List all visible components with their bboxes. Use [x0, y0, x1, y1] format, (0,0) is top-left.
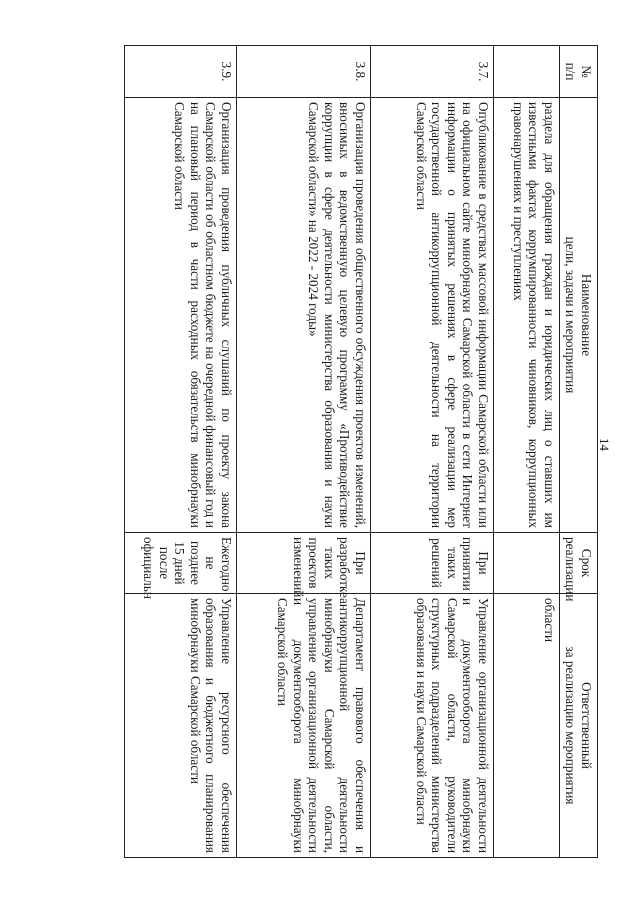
table-row: [124, 46, 236, 858]
header-name: [559, 98, 597, 533]
row-responsible: Управление организационной деятельности и документооборота минобрнауки Самарской области, руководители структурных подразделений министерства образования и науки Самарской области: [370, 594, 493, 858]
header-responsible-line-1: Ответственный: [579, 682, 594, 769]
row-num: 3.7.: [370, 46, 493, 98]
table-body: [124, 46, 559, 858]
measures-table: [124, 45, 598, 858]
table-row: [236, 46, 370, 858]
row-name: раздела для обращения граждан и юридических лиц о ставших им известными фактах коррумпированности чиновников, коррупционных правонарушениях и преступлениях: [493, 98, 559, 533]
header-num-line-2: п/п: [563, 62, 579, 81]
header-term-line-1: Срок: [579, 548, 594, 578]
table-row: [370, 46, 493, 858]
table-header: [559, 46, 597, 858]
row-num: [493, 46, 559, 98]
row-term: При принятии таких решений: [370, 533, 493, 594]
header-name-line-2: цели, задачи и мероприятия: [563, 236, 579, 394]
header-responsible: [559, 594, 597, 858]
row-term: Ежегодно не позднее 15 дней после официальн: [124, 533, 236, 594]
header-term: [559, 533, 597, 602]
row-num: 3.9.: [124, 46, 236, 98]
row-name: Опубликование в средствах массовой информации Самарской области или на официальном сайте минобрнауки Самарской области в сети Интернет информации о принятых решениях в сфере реализации мер государственной антикоррупционной деятельности на территории Самарской области: [370, 98, 493, 533]
header-term-line-2: реализации: [563, 537, 579, 602]
row-responsible: Департамент правового обеспечения и антикоррупционной деятельности минобрнауки Самарской области, управление организационной деятельности и документооборота минобрнауки Самарской области: [236, 594, 370, 858]
row-responsible: Управление ресурсного обеспечения образования и бюджетного планирования минобрнауки Самарской области: [124, 594, 236, 858]
table-row: [493, 46, 559, 858]
header-num: [559, 46, 597, 98]
header-row: [559, 46, 597, 858]
header-num-line-1: №: [579, 65, 594, 78]
row-term: При разработке таких проектов изменений: [236, 533, 370, 594]
page-number: 14: [597, 438, 612, 451]
row-name: Организация проведения публичных слушаний по проекту закона Самарской области об областном бюджете на очередной финансовый год и на плановый период в части расходных обязательств минобрнауки Самарской области: [124, 98, 236, 533]
row-responsible: области: [493, 594, 559, 858]
row-name: Организация проведения общественного обсуждения проектов изменений, вносимых в ведомственную целевую программу «Противодействие коррупции в сфере деятельности министерства образования и науки Самарской области» на 2022 - 2024 годы»: [236, 98, 370, 533]
header-responsible-line-2: за реализацию мероприятия: [563, 646, 579, 805]
header-name-line-1: Наименование: [579, 273, 594, 357]
row-term: [493, 533, 559, 594]
row-num: 3.8.: [236, 46, 370, 98]
